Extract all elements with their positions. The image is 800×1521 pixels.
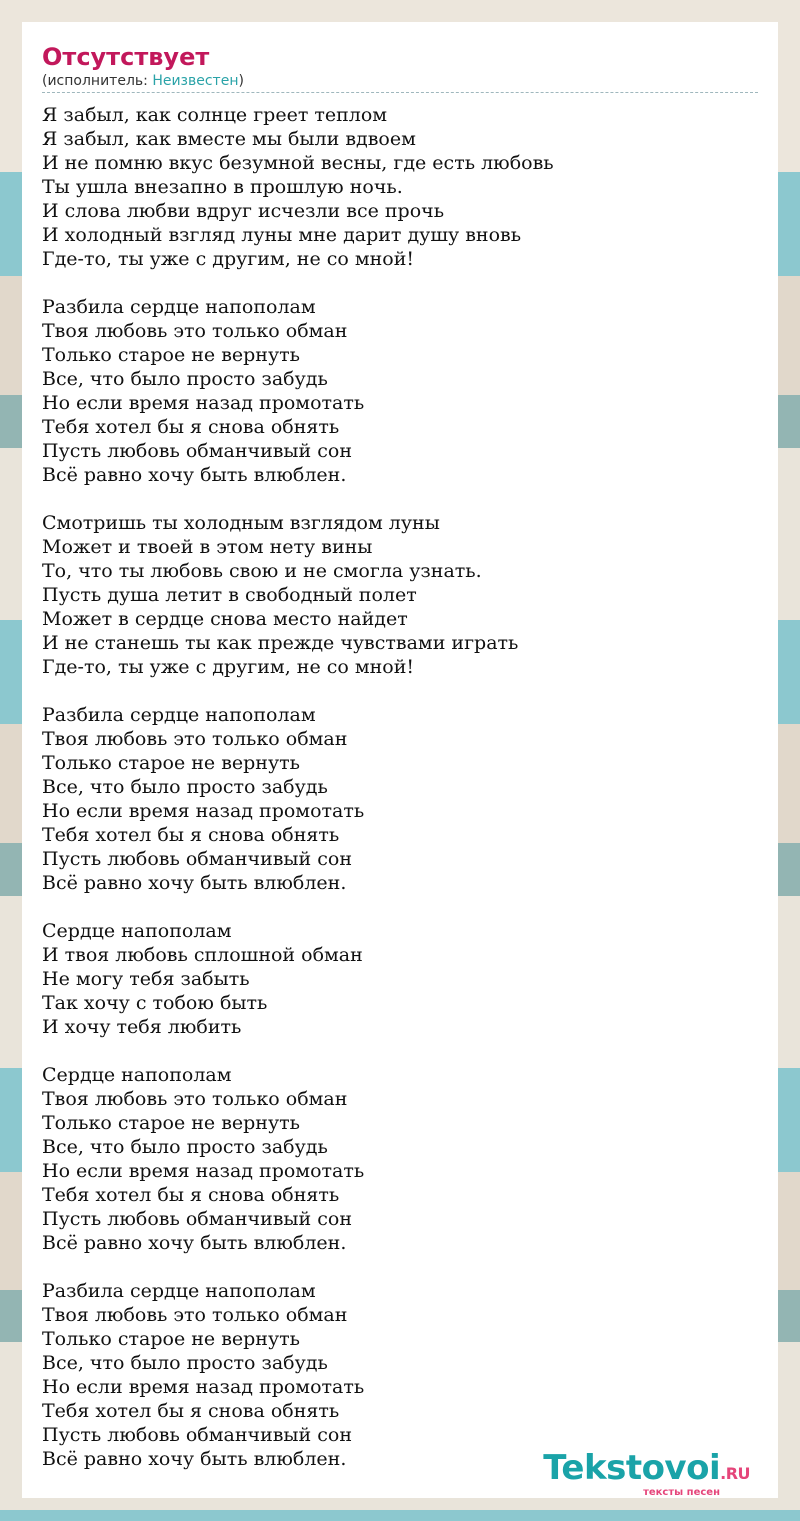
subtitle-prefix: (исполнитель: [42,73,153,89]
lyrics-line: Разбила сердце напополам [42,296,316,318]
artist-link[interactable]: Неизвестен [152,73,239,89]
lyrics-line: И холодный взгляд луны мне дарит душу вновь [42,224,522,246]
lyrics-line: Все, что было просто забудь [42,776,328,798]
lyrics-stanza [42,1279,758,1471]
lyrics-stanza [42,1063,758,1255]
lyrics-line: Только старое не вернуть [42,1328,300,1350]
lyrics-line: Всё равно хочу быть влюблен. [42,1232,347,1254]
logo-tagline: тексты песен [643,1487,720,1498]
subtitle-suffix: ) [238,73,244,89]
lyrics-line: Пусть любовь обманчивый сон [42,848,352,870]
lyrics-line: И слова любви вдруг исчезли все прочь [42,200,445,222]
lyrics-line: Твоя любовь это только обман [42,1088,348,1110]
lyrics-stanza [42,511,758,679]
logo-tld: .RU [720,1464,750,1483]
lyrics-line: Пусть душа летит в свободный полет [42,584,417,606]
lyrics-line: Не могу тебя забыть [42,968,250,990]
lyrics-line: Может в сердце снова место найдет [42,608,408,630]
lyrics-line: Всё равно хочу быть влюблен. [42,1448,347,1470]
lyrics-line: Пусть любовь обманчивый сон [42,1208,352,1230]
lyrics-line: То, что ты любовь свою и не смогла узнать. [42,560,482,582]
lyrics-line: Все, что было просто забудь [42,1352,328,1374]
lyrics-line: Твоя любовь это только обман [42,1304,348,1326]
lyrics-line: Тебя хотел бы я снова обнять [42,1184,340,1206]
logo-wordmark [543,1450,750,1492]
lyrics-line: Все, что было просто забудь [42,368,328,390]
lyrics-stanza [42,103,758,271]
song-subtitle [42,72,758,93]
lyrics-line: Может и твоей в этом нету вины [42,536,373,558]
lyrics-line: Пусть любовь обманчивый сон [42,1424,352,1446]
lyrics-line: Всё равно хочу быть влюблен. [42,464,347,486]
lyrics-stanza [42,295,758,487]
lyrics-line: Только старое не вернуть [42,1112,300,1134]
lyrics-line: Так хочу с тобою быть [42,992,268,1014]
lyrics-line: Тебя хотел бы я снова обнять [42,1400,340,1422]
lyrics-line: Разбила сердце напополам [42,704,316,726]
lyrics-line: Только старое не вернуть [42,344,300,366]
lyrics-line: Сердце напополам [42,1064,232,1086]
lyrics-line: Только старое не вернуть [42,752,300,774]
lyrics-line: И не помню вкус безумной весны, где есть любовь [42,152,554,174]
lyrics-line: И хочу тебя любить [42,1016,242,1038]
lyrics-line: Но если время назад промотать [42,1376,365,1398]
lyrics-line: Я забыл, как вместе мы были вдвоем [42,128,416,150]
lyrics-line: Но если время назад промотать [42,1160,365,1182]
site-logo[interactable] [543,1450,750,1498]
lyrics-line: Твоя любовь это только обман [42,320,348,342]
lyrics-line: Где-то, ты уже с другим, не со мной! [42,248,415,270]
lyrics-stanza [42,919,758,1039]
lyrics-line: И не станешь ты как прежде чувствами играть [42,632,519,654]
lyrics-line: Смотришь ты холодным взглядом луны [42,512,440,534]
logo-name: Tekstovoi [543,1448,721,1488]
lyrics-line: Но если время назад промотать [42,800,365,822]
lyrics-line: Разбила сердце напополам [42,1280,316,1302]
lyrics-line: Где-то, ты уже с другим, не со мной! [42,656,415,678]
lyrics-line: Ты ушла внезапно в прошлую ночь. [42,176,403,198]
lyrics-line: И твоя любовь сплошной обман [42,944,363,966]
lyrics-body [42,103,758,1471]
lyrics-line: Сердце напополам [42,920,232,942]
lyrics-line: Я забыл, как солнце греет теплом [42,104,388,126]
lyrics-line: Но если время назад промотать [42,392,365,414]
lyrics-line: Всё равно хочу быть влюблен. [42,872,347,894]
lyrics-line: Твоя любовь это только обман [42,728,348,750]
lyrics-line: Тебя хотел бы я снова обнять [42,824,340,846]
lyrics-line: Тебя хотел бы я снова обнять [42,416,340,438]
lyrics-line: Пусть любовь обманчивый сон [42,440,352,462]
lyrics-line: Все, что было просто забудь [42,1136,328,1158]
lyrics-card [22,22,778,1498]
song-title: Отсутствует [42,43,210,71]
lyrics-stanza [42,703,758,895]
